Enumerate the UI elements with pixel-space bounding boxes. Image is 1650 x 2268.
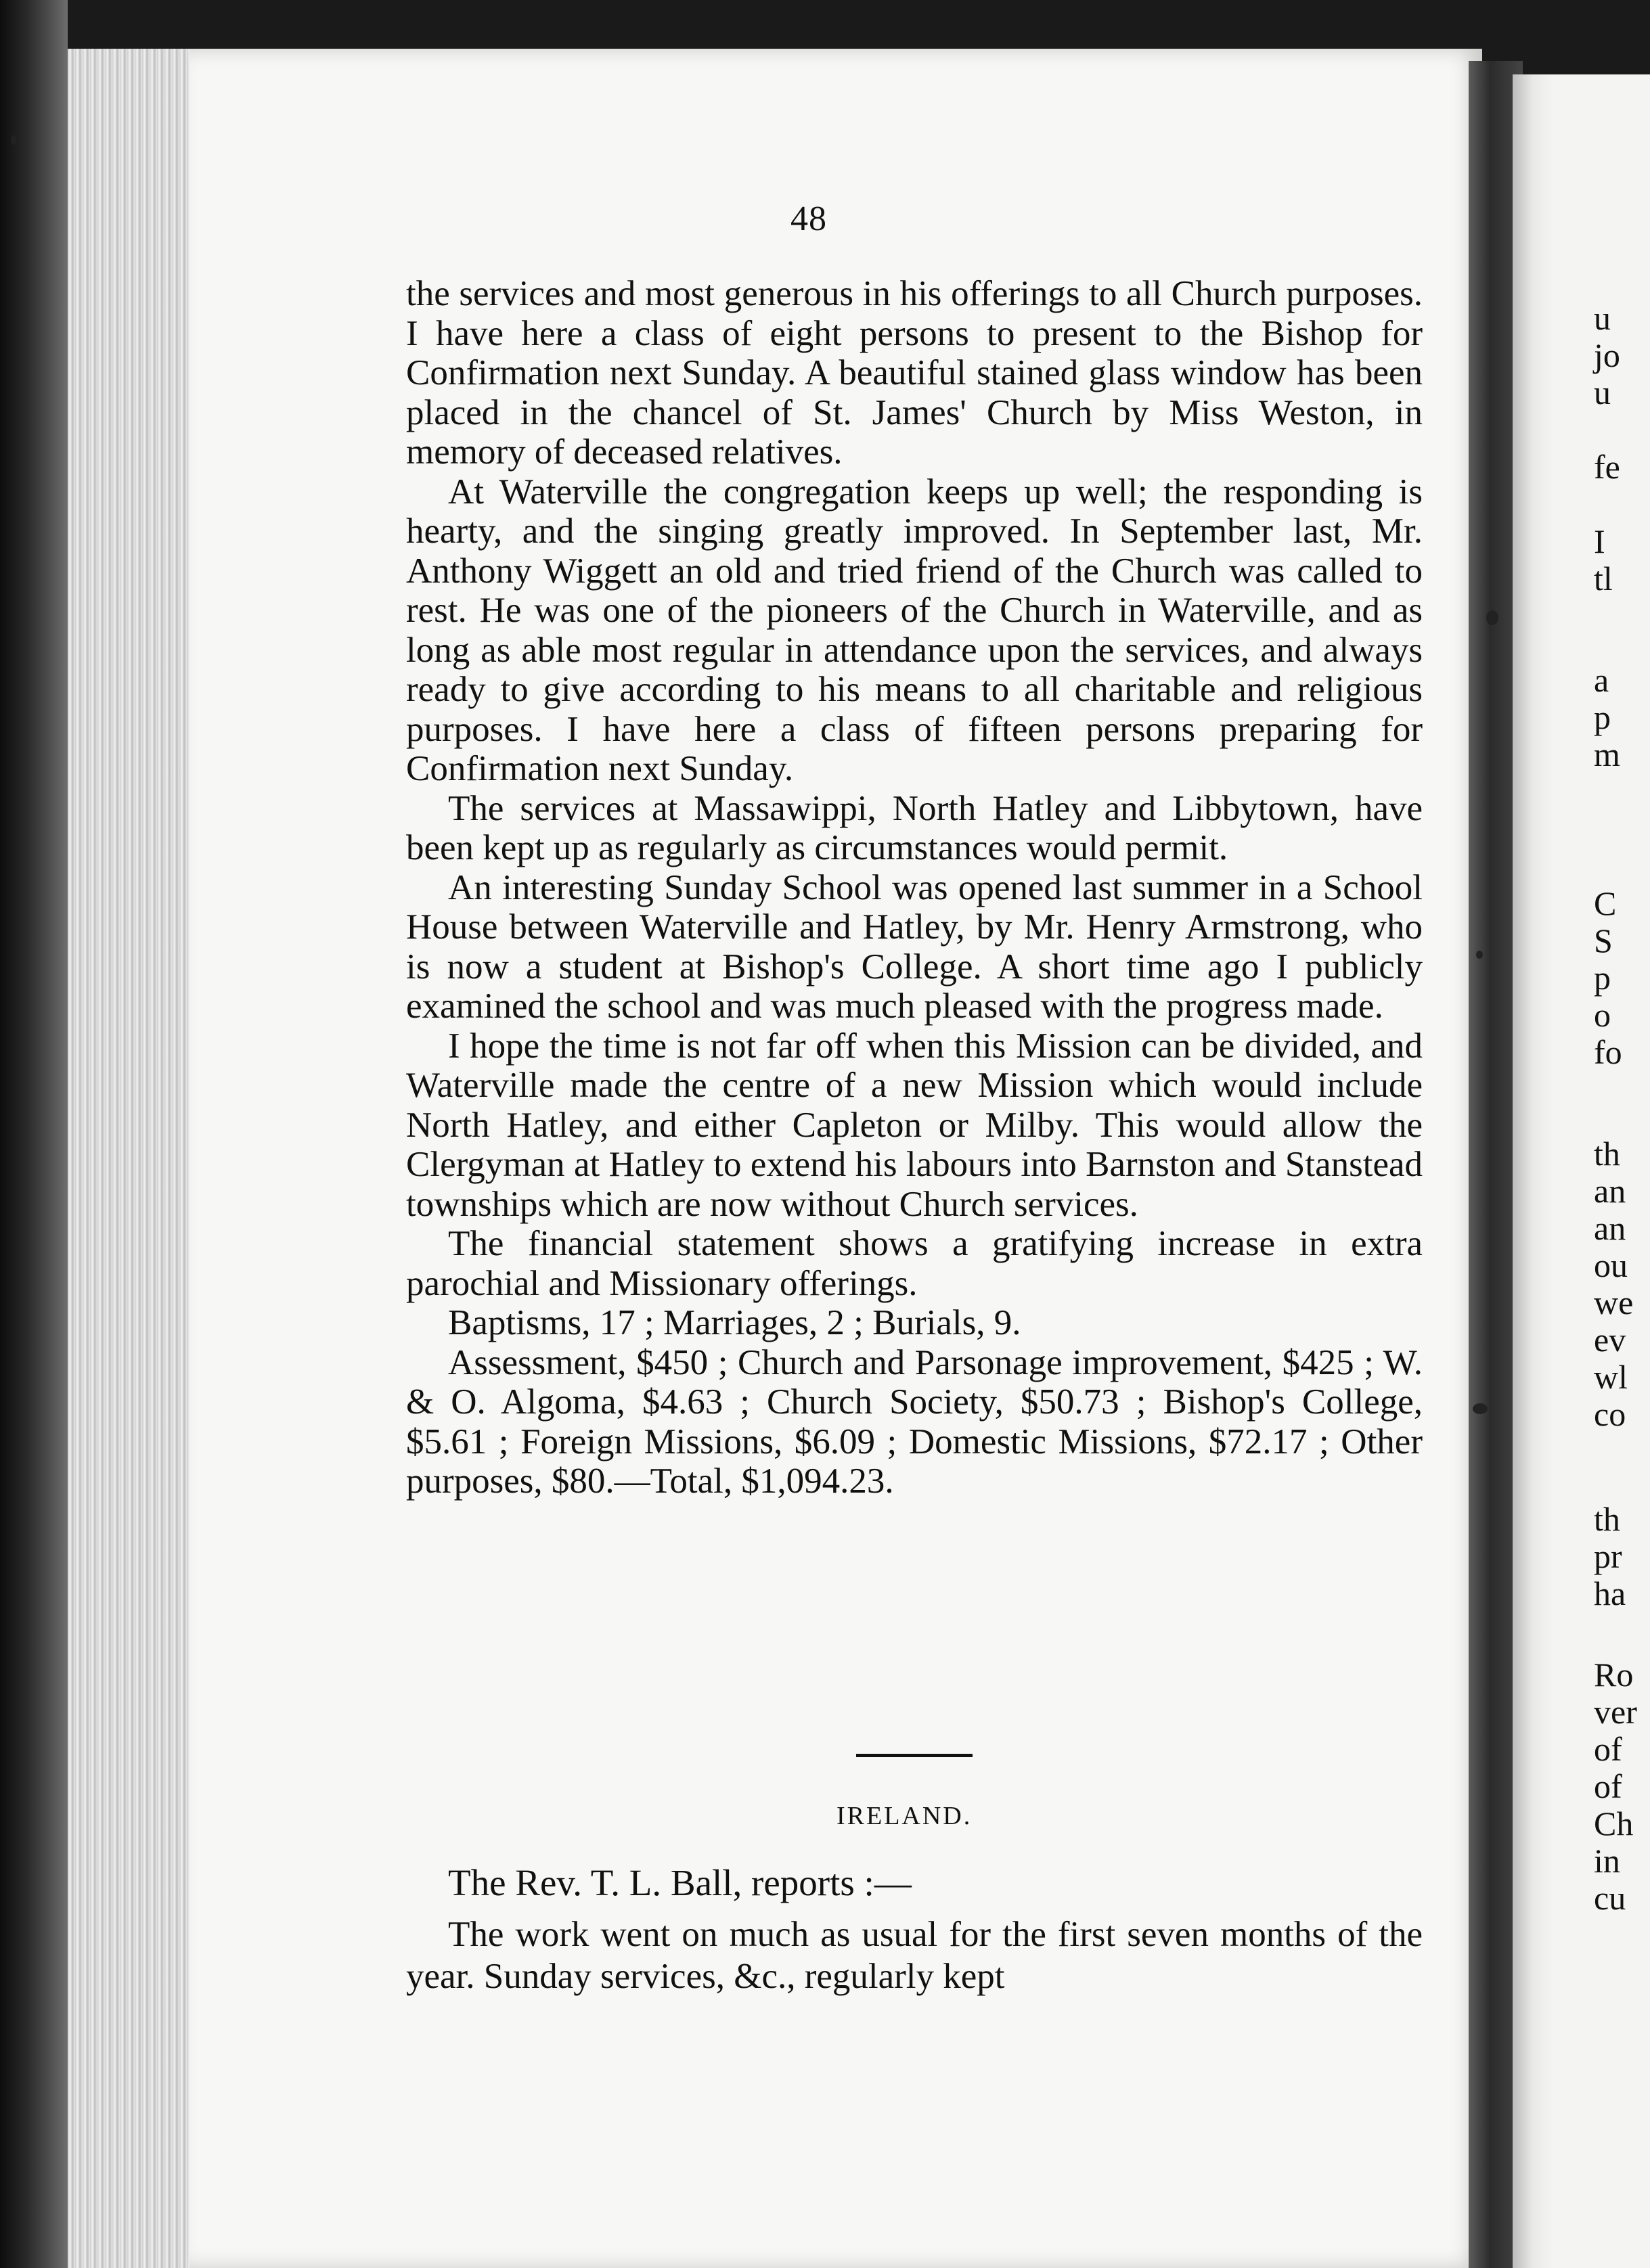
next-page-fragment: we [1594, 1284, 1634, 1321]
next-page-fragment: tl [1594, 560, 1613, 597]
next-page-fragment: th [1594, 1135, 1620, 1173]
next-page-fragment: jo [1594, 336, 1620, 374]
next-page-fragment: co [1594, 1395, 1626, 1433]
next-page-fragment: pr [1594, 1537, 1622, 1575]
next-page-fragment: th [1594, 1500, 1620, 1538]
next-page-fragment: I [1594, 522, 1605, 560]
paragraph-5: I hope the time is not far off when this Mission can be divided, and Waterville made the centre of a new Mission which would include North Hatley, and either Capleton or Milby. This would allow the Clergyman at Hatley to extend his labours into Barnston and Stanstead townships which are now without Church services. [406, 1026, 1423, 1224]
assessment-paragraph: Assessment, $450 ; Church and Parsonage improvement, $425 ; W. & O. Algoma, $4.63 ; Church Society, $50.73 ; Bishop's College, $5.61 ; Foreign Missions, $6.09 ; Domestic Missions, $72.17 ; Other purposes, $80.—Total, $1,094.23. [406, 1342, 1423, 1501]
next-page-fragment: cu [1594, 1879, 1626, 1917]
next-page-fragment: ha [1594, 1574, 1626, 1612]
next-page-fragment: u [1594, 299, 1611, 337]
page-stack-edge [68, 49, 203, 2268]
next-page-fragment: an [1594, 1172, 1626, 1210]
paragraph-1: the services and most generous in his offerings to all Church purposes. I have here a class of eight persons to present to the Bishop for Confirmation next Sunday. A beautiful stained glass window has been placed in the chancel of St. James' Church by Miss Weston, in memory of deceased relatives. [406, 274, 1423, 472]
section-body [406, 1862, 1423, 1997]
next-page-fragment: in [1594, 1842, 1620, 1880]
page-number: 48 [790, 200, 827, 238]
next-page-fragment: u [1594, 373, 1611, 411]
next-page-fragment: ou [1594, 1246, 1628, 1284]
next-page-fragment: o [1594, 996, 1611, 1034]
next-page-fragment: Ch [1594, 1805, 1634, 1842]
paragraph-4: An interesting Sunday School was opened last summer in a School House between Waterville and Hatley, by Mr. Henry Armstrong, who is now a student at Bishop's College. A short time ago I publicly examined the school and was much pleased with the progress made. [406, 867, 1423, 1026]
next-page-fragment: fe [1594, 448, 1620, 486]
paragraph-2: At Waterville the congregation keeps up well; the responding is hearty, and the singing greatly improved. In September last, Mr. Anthony Wiggett an old and tried friend of the Church was called to rest. He was one of the pioneers of the Church in Waterville, and as long as able most regular in attendance upon the services, and always ready to give according to his means to all charitable and religious purposes. I have here a class of fifteen persons preparing for Confirmation next Sunday. [406, 472, 1423, 788]
ink-spot [11, 135, 16, 145]
binding-edge [0, 0, 68, 2268]
next-page-fragment: p [1594, 959, 1611, 997]
next-page-fragment: fo [1594, 1033, 1622, 1071]
next-page-fragment: ev [1594, 1321, 1626, 1359]
next-page-fragment: of [1594, 1730, 1622, 1768]
next-page-fragment: Ro [1594, 1656, 1634, 1694]
next-page-fragment: p [1594, 698, 1611, 736]
next-page-fragment: a [1594, 661, 1609, 699]
paragraph-6: The financial statement shows a gratifying increase in extra parochial and Missionary offerings. [406, 1224, 1423, 1303]
section-paragraph: The work went on much as usual for the first seven months of the year. Sunday services, &c., regularly kept [406, 1915, 1423, 1996]
ink-spot [1476, 951, 1483, 959]
paragraph-3: The services at Massawippi, North Hatley and Libbytown, have been kept up as regularly as circumstances would permit. [406, 788, 1423, 867]
section-divider [856, 1754, 973, 1757]
next-page-fragment: m [1594, 735, 1620, 773]
ink-spot [1486, 610, 1498, 625]
ink-spot [1473, 1403, 1488, 1414]
section-heading: IRELAND. [837, 1802, 973, 1830]
next-page-fragment: C [1594, 884, 1617, 922]
statistics-line: Baptisms, 17 ; Marriages, 2 ; Burials, 9. [448, 1303, 1021, 1342]
next-page-edge [1513, 74, 1650, 2268]
next-page-fragment: ver [1594, 1693, 1637, 1731]
body-text [406, 274, 1423, 1501]
next-page-fragment: of [1594, 1767, 1622, 1805]
next-page-fragment: an [1594, 1209, 1626, 1247]
next-page-fragment: S [1594, 922, 1613, 959]
reporter-line: The Rev. T. L. Ball, reports :— [448, 1862, 912, 1903]
next-page-fragment: wl [1594, 1358, 1628, 1396]
